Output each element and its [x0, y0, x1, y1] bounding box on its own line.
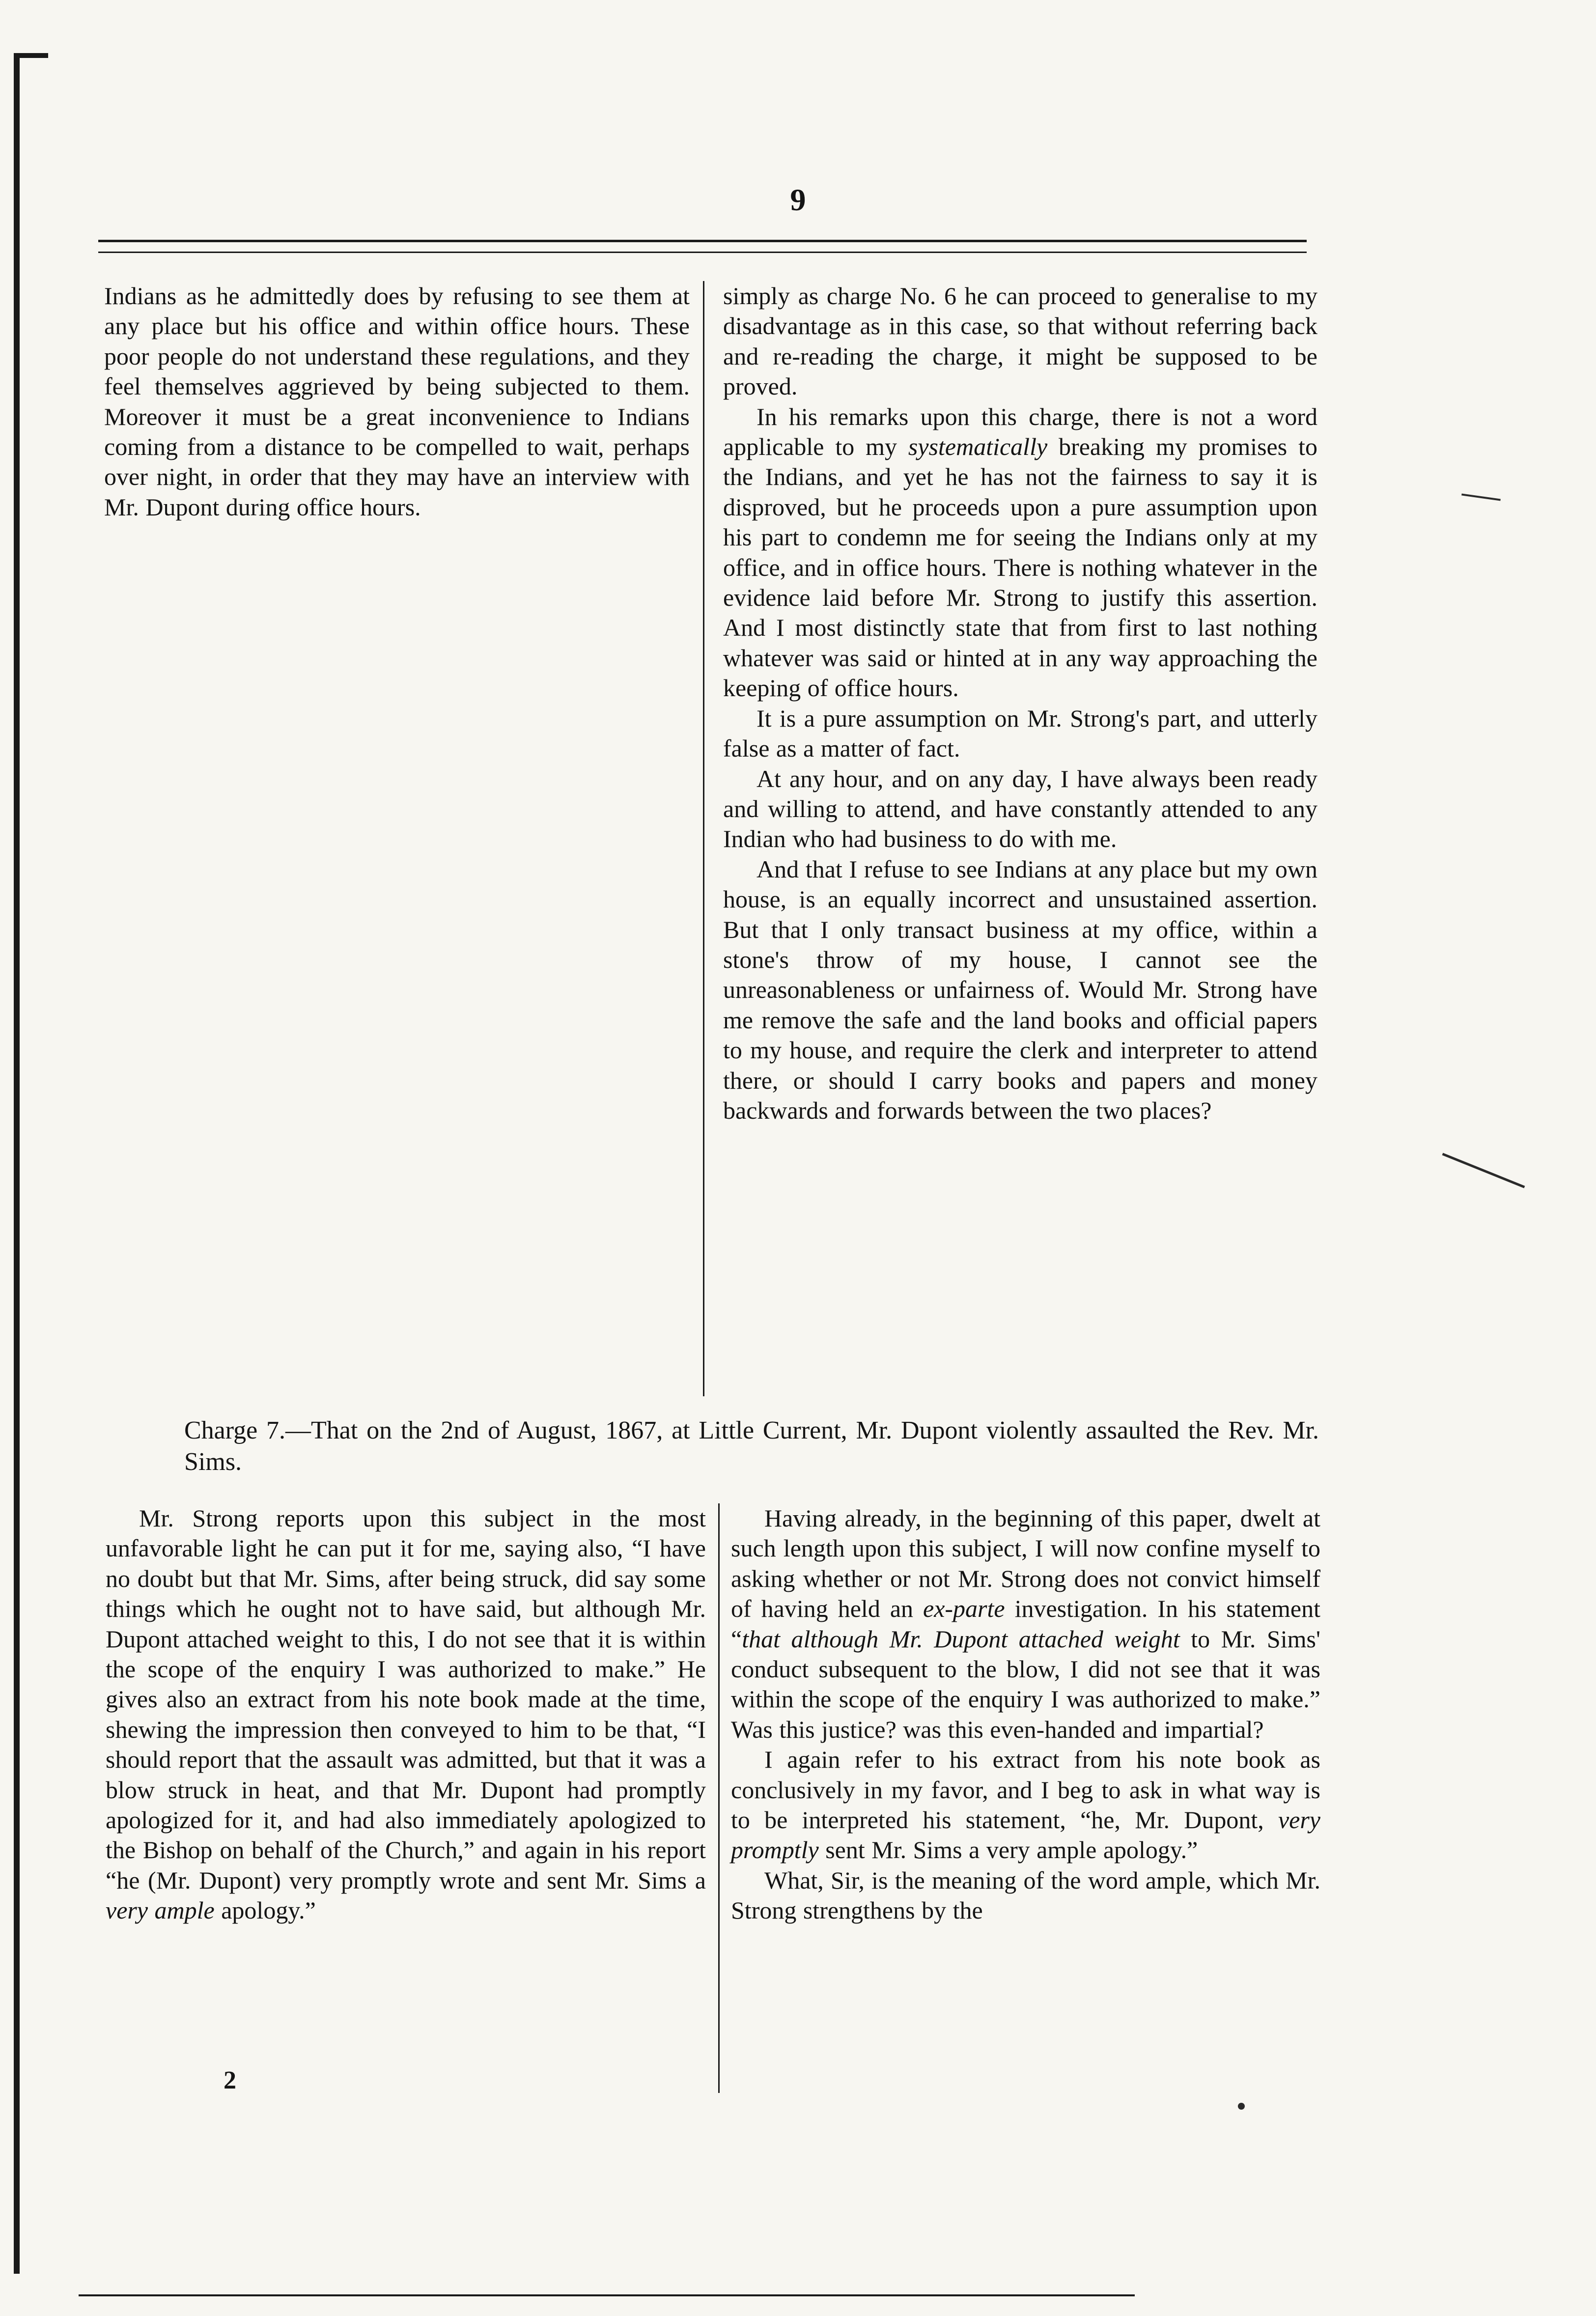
paragraph: Mr. Strong reports upon this subject in the most unfavorable light he can put it for me, saying also, “I have no doubt but that Mr. Sims, after being struck, did say some things which he ought not to have said, but although Mr. Dupont attached weight to this, I do not see that it is within the scope of the enquiry I was authorized to make.” He gives also an extract from his note book made at the time, shewing the impression then conveyed to him to be that, “I should report that the assault was admitted, but that it was a blow struck in heat, and that Mr. Dupont had promptly apologized for it, and had also immediately apologized to the Bishop on behalf of the Church,” and again in his report “he (Mr. Dupont) very promptly wrote and sent Mr. Sims a very ample apology.”	[106, 1504, 706, 1924]
ink-mark	[1442, 1153, 1525, 1188]
signature-mark: 2	[224, 2066, 236, 2094]
paragraph: It is a pure assumption on Mr. Strong's part, and utterly false as a matter of fact.	[723, 704, 1317, 763]
right-column-top	[723, 281, 1317, 1126]
ink-spot	[1238, 2103, 1245, 2110]
margin-tick	[14, 53, 48, 58]
left-column-bottom	[106, 1503, 706, 1926]
header-rule-thick	[98, 240, 1307, 242]
header-rule-thin	[98, 252, 1307, 253]
paragraph: In his remarks upon this charge, there is not a word applicable to my systematically breaking my promises to the Indians, and yet he has not the fairness to say it is disproved, but he proceeds upon a pure assumption upon his part to condemn me for seeing the Indians only at my office, and in office hours. There is nothing whatever in the evidence laid before Mr. Strong to justify this assertion. And I most distinctly state that from first to last nothing whatever was said or hinted at in any way approaching the keeping of office hours.	[723, 402, 1317, 702]
paragraph: Having already, in the beginning of this paper, dwelt at such length upon this subject, I will now confine myself to asking whether or not Mr. Strong does not convict himself of having held an ex-parte investigation. In his statement “that although Mr. Dupont attached weight to Mr. Sims' conduct subsequent to the blow, I did not see that it was within the scope of the enquiry I was authorized to make.” Was this justice? was this even-handed and impartial?	[731, 1504, 1320, 1743]
right-column-bottom	[731, 1503, 1320, 1926]
paragraph: And that I refuse to see Indians at any place but my own house, is an equally incorrect and unsustained assertion. But that I only transact business at my office, within a stone's throw of my house, I cannot see the unreasonableness or unfairness of. Would Mr. Strong have me remove the safe and the land books and official papers to my house, and require the clerk and interpreter to attend there, or should I carry books and papers and money backwards and forwards between the two places?	[723, 855, 1317, 1124]
page-number: 9	[790, 182, 806, 217]
ink-mark	[1461, 493, 1501, 501]
paragraph: simply as charge No. 6 he can proceed to generalise to my disadvantage as in this case, so that without referring back and re-reading the charge, it might be supposed to be proved.	[723, 282, 1317, 400]
paragraph: Indians as he admittedly does by refusing to see them at any place but his office and within office hours. These poor people do not understand these regulations, and they feel themselves aggrieved by being subjected to them. Moreover it must be a great inconvenience to Indians coming from a distance to be compelled to wait, perhaps over night, in order that they may have an interview with Mr. Dupont during office hours.	[104, 282, 690, 521]
paragraph: I again refer to his extract from his note book as conclusively in my favor, and I beg to ask in what way is to be interpreted his statement, “he, Mr. Dupont, very promptly sent Mr. Sims a very ample apology.”	[731, 1746, 1320, 1864]
column-divider-top	[703, 281, 704, 1396]
charge-heading: Charge 7.—That on the 2nd of August, 1867, at Little Current, Mr. Dupont violently assaulted the Rev. Mr. Sims.	[184, 1416, 1319, 1476]
paragraph: What, Sir, is the meaning of the word ample, which Mr. Strong strengthens by the	[731, 1866, 1320, 1924]
paragraph: At any hour, and on any day, I have always been ready and willing to attend, and have constantly attended to any Indian who had business to do with me.	[723, 764, 1317, 853]
bottom-rule	[79, 2294, 1135, 2296]
left-column-top	[104, 281, 690, 522]
column-divider-bottom	[718, 1503, 720, 2093]
left-margin-bar	[14, 53, 20, 2274]
